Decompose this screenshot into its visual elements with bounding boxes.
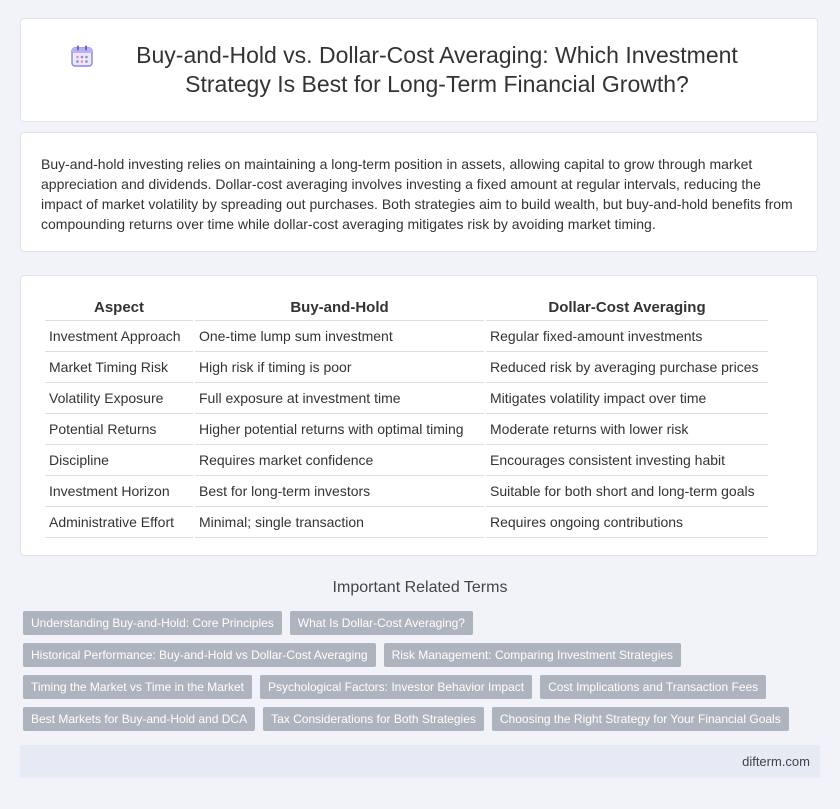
table-row (45, 445, 768, 476)
row-dca: Regular fixed-amount investments (486, 321, 768, 352)
related-term-tag[interactable]: Risk Management: Comparing Investment Strategies (384, 643, 681, 667)
site-link[interactable]: difterm.com (742, 754, 810, 769)
row-dca: Suitable for both short and long-term goals (486, 476, 768, 507)
tag-row (23, 707, 823, 731)
row-aspect: Market Timing Risk (45, 352, 193, 383)
calendar-icon (69, 43, 95, 69)
related-terms-list (23, 611, 823, 739)
table-row (45, 476, 768, 507)
row-buy-and-hold: Best for long-term investors (195, 476, 484, 507)
table-row (45, 507, 768, 538)
row-dca: Requires ongoing contributions (486, 507, 768, 538)
tag-row (23, 611, 823, 635)
related-term-tag[interactable]: Best Markets for Buy-and-Hold and DCA (23, 707, 255, 731)
row-aspect: Potential Returns (45, 414, 193, 445)
table-header-row (45, 296, 768, 321)
table-row (45, 321, 768, 352)
intro-card (20, 132, 818, 252)
row-aspect: Volatility Exposure (45, 383, 193, 414)
related-term-tag[interactable]: Timing the Market vs Time in the Market (23, 675, 252, 699)
row-buy-and-hold: Minimal; single transaction (195, 507, 484, 538)
comparison-table (43, 296, 770, 538)
row-dca: Moderate returns with lower risk (486, 414, 768, 445)
tag-row (23, 643, 823, 667)
page-title: Buy-and-Hold vs. Dollar-Cost Averaging: Which Investment Strategy Is Best for Long-Term Financial Growth? (136, 42, 738, 97)
row-aspect: Administrative Effort (45, 507, 193, 538)
related-term-tag[interactable]: Tax Considerations for Both Strategies (263, 707, 484, 731)
related-term-tag[interactable]: Historical Performance: Buy-and-Hold vs Dollar-Cost Averaging (23, 643, 376, 667)
row-aspect: Investment Approach (45, 321, 193, 352)
header-buy-and-hold: Buy-and-Hold (195, 296, 484, 321)
related-term-tag[interactable]: Understanding Buy-and-Hold: Core Principles (23, 611, 282, 635)
related-term-tag[interactable]: Cost Implications and Transaction Fees (540, 675, 766, 699)
row-aspect: Investment Horizon (45, 476, 193, 507)
row-dca: Encourages consistent investing habit (486, 445, 768, 476)
row-buy-and-hold: High risk if timing is poor (195, 352, 484, 383)
title-wrap (69, 41, 769, 99)
header-dollar-cost-averaging: Dollar-Cost Averaging (486, 296, 768, 321)
row-buy-and-hold: Requires market confidence (195, 445, 484, 476)
row-dca: Reduced risk by averaging purchase prices (486, 352, 768, 383)
row-buy-and-hold: One-time lump sum investment (195, 321, 484, 352)
related-term-tag[interactable]: Psychological Factors: Investor Behavior Impact (260, 675, 532, 699)
related-term-tag[interactable]: What Is Dollar-Cost Averaging? (290, 611, 473, 635)
header-aspect: Aspect (45, 296, 193, 321)
title-card (20, 18, 818, 122)
related-terms-title: Important Related Terms (332, 579, 508, 596)
row-aspect: Discipline (45, 445, 193, 476)
row-buy-and-hold: Higher potential returns with optimal timing (195, 414, 484, 445)
row-dca: Mitigates volatility impact over time (486, 383, 768, 414)
footer-bar (20, 745, 820, 778)
row-buy-and-hold: Full exposure at investment time (195, 383, 484, 414)
table-row (45, 414, 768, 445)
table-row (45, 383, 768, 414)
table-row (45, 352, 768, 383)
tag-row (23, 675, 823, 699)
intro-paragraph: Buy-and-hold investing relies on maintaining a long-term position in assets, allowing capital to grow through market appreciation and dividends. Dollar-cost averaging involves investing a fixed amount at regular intervals, reducing the impact of market volatility by spreading out purchases. Both strategies aim to build wealth, but buy-and-hold benefits from compounding returns over time while dollar-cost averaging mitigates risk by avoiding market timing. (41, 156, 793, 232)
comparison-card (20, 275, 818, 556)
related-term-tag[interactable]: Choosing the Right Strategy for Your Financial Goals (492, 707, 789, 731)
